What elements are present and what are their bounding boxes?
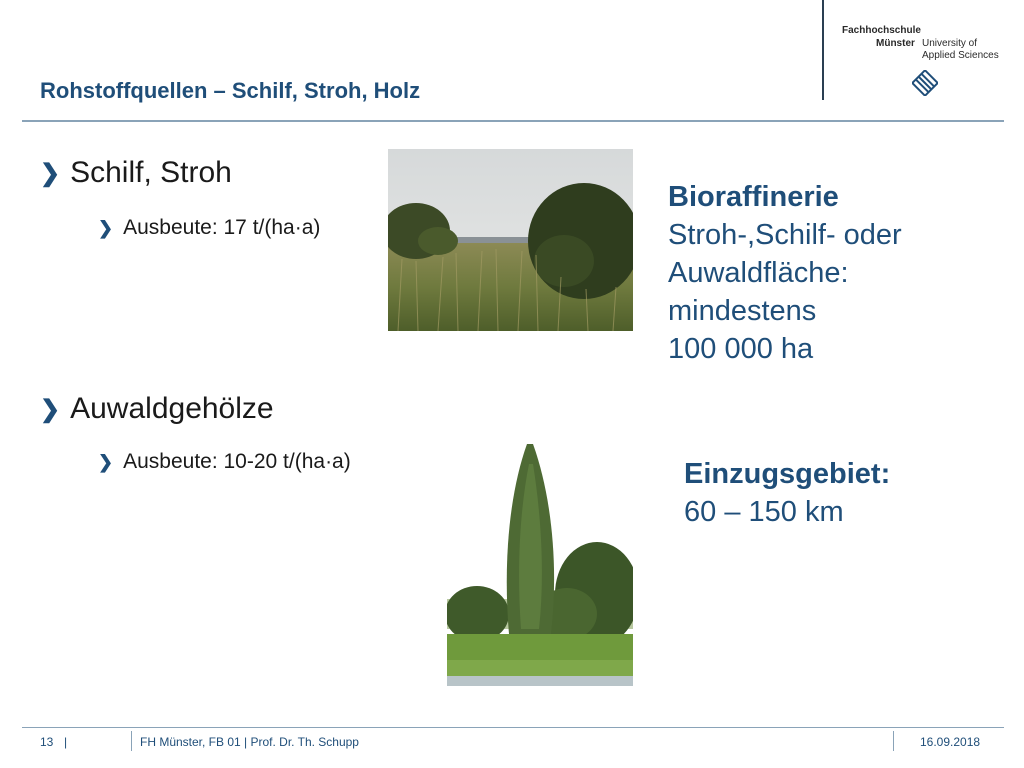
fh-muenster-logo-icon: [912, 70, 938, 96]
footer-separator: |: [64, 735, 68, 749]
poplar-tree-photo: [447, 424, 633, 686]
bioraffinerie-block: [668, 178, 902, 368]
bullet-auwaldgehoelze: [40, 392, 274, 426]
logo-divider: [822, 0, 824, 100]
einzugsgebiet-title: Einzugsgebiet:: [684, 458, 891, 490]
logo-text-muenster: Münster: [876, 38, 915, 49]
page-number: 13: [40, 735, 54, 749]
bioraffinerie-line2: Auwaldfläche:: [668, 257, 849, 289]
logo-text-line2: University of: [922, 38, 978, 49]
chevron-right-icon: ❯: [98, 217, 114, 238]
slide-title: Rohstoffquellen – Schilf, Stroh, Holz: [40, 78, 421, 103]
footer-date: 16.09.2018: [920, 735, 981, 749]
footer-divider-right: [893, 731, 894, 751]
bullet-schilf-stroh: [40, 156, 232, 190]
sub-bullet-ausbeute-schilf: [98, 216, 320, 240]
sub-bullet-label: Ausbeute: 10-20 t/(ha·a): [123, 450, 351, 473]
logo-text-line1: Fachhochschule: [842, 25, 921, 36]
reed-field-photo: [388, 149, 633, 331]
chevron-right-icon: ❯: [40, 395, 61, 423]
bioraffinerie-line4: 100 000 ha: [668, 333, 814, 365]
bioraffinerie-title: Bioraffinerie: [668, 181, 839, 213]
bullet-label: Auwaldgehölze: [70, 392, 274, 425]
einzugsgebiet-value: 60 – 150 km: [684, 496, 844, 528]
chevron-right-icon: ❯: [98, 451, 114, 472]
sub-bullet-label: Ausbeute: 17 t/(ha·a): [123, 216, 321, 239]
einzugsgebiet-block: [684, 455, 890, 531]
bioraffinerie-line3: mindestens: [668, 295, 817, 327]
header-divider: [22, 120, 1004, 122]
logo-text-line3: Applied Sciences: [922, 50, 999, 61]
bullet-label: Schilf, Stroh: [70, 156, 232, 189]
footer-info: FH Münster, FB 01 | Prof. Dr. Th. Schupp: [140, 735, 359, 749]
footer-divider-left: [131, 731, 132, 751]
footer-divider: [22, 727, 1004, 728]
chevron-right-icon: ❯: [40, 159, 61, 187]
bioraffinerie-line1: Stroh-,Schilf- oder: [668, 219, 902, 251]
sub-bullet-ausbeute-auwald: [98, 450, 351, 474]
